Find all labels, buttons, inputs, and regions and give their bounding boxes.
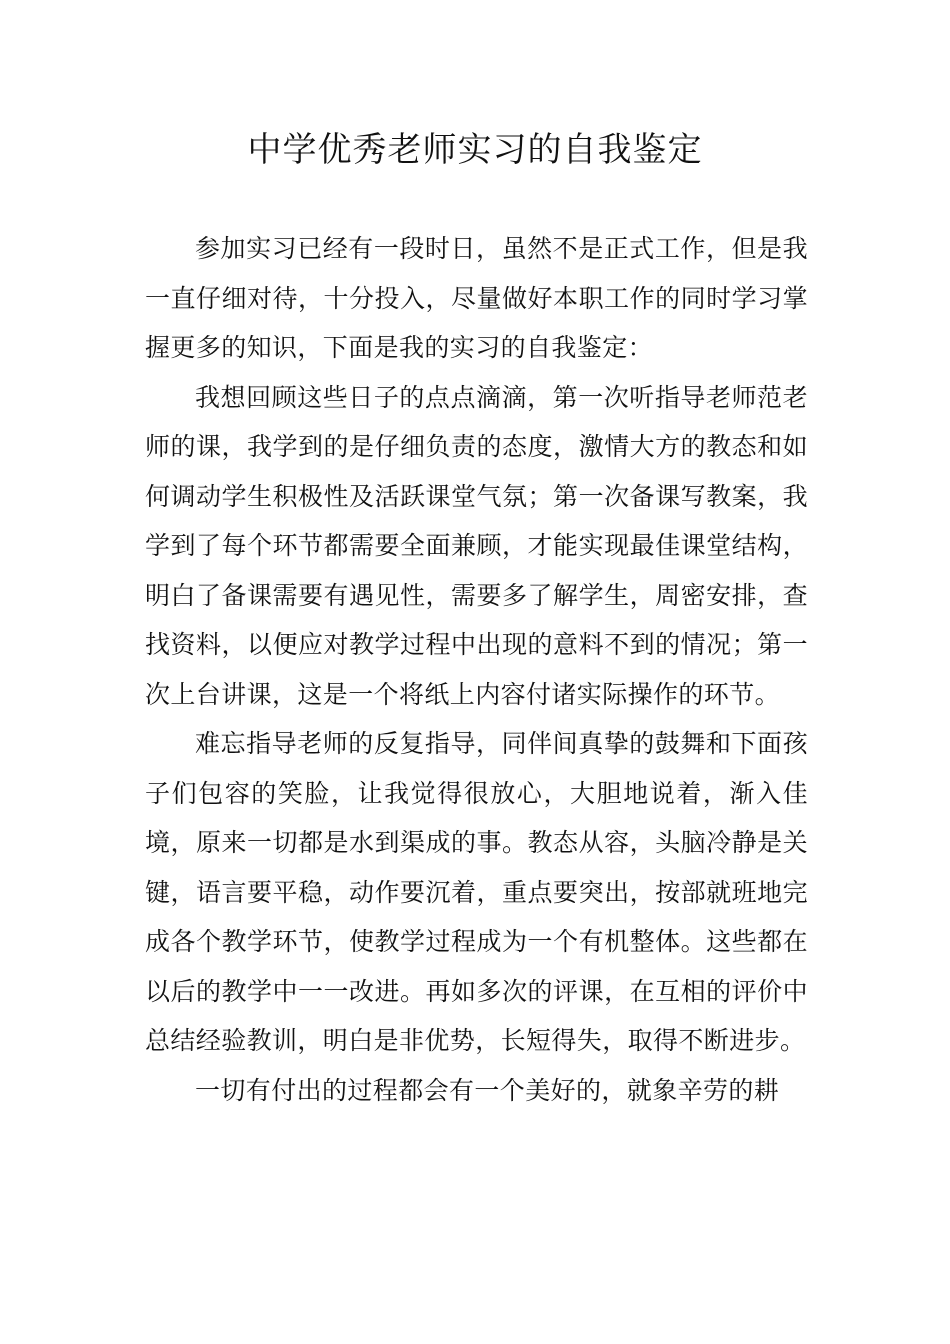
document-body: [145, 224, 808, 1115]
paragraph-1: 参加实习已经有一段时日，虽然不是正式工作，但是我一直仔细对待，十分投入，尽量做好本职工作的同时学习掌握更多的知识，下面是我的实习的自我鉴定：: [145, 234, 808, 362]
paragraph-4: 一切有付出的过程都会有一个美好的，就象辛劳的耕: [195, 1075, 780, 1105]
page-title: 中学优秀老师实习的自我鉴定: [247, 130, 703, 170]
paragraph-2: 我想回顾这些日子的点点滴滴，第一次听指导老师范老师的课，我学到的是仔细负责的态度，激情大方的教态和如何调动学生积极性及活跃课堂气氛；第一次备课写教案，我学到了每个环节都需要全面兼顾，才能实现最佳课堂结构，明白了备课需要有遇见性，需要多了解学生，周密安排，查找资料，以便应对教学过程中出现的意料不到的情况；第一次上台讲课，这是一个将纸上内容付诸实际操作的环节。: [145, 382, 808, 709]
paragraph-3: 难忘指导老师的反复指导，同伴间真挚的鼓舞和下面孩子们包容的笑脸，让我觉得很放心，大胆地说着，渐入佳境，原来一切都是水到渠成的事。教态从容，头脑冷静是关键，语言要平稳，动作要沉着，重点要突出，按部就班地完成各个教学环节，使教学过程成为一个有机整体。这些都在以后的教学中一一改进。再如多次的评课，在互相的评价中总结经验教训，明白是非优势，长短得失，取得不断进步。: [145, 729, 808, 1055]
